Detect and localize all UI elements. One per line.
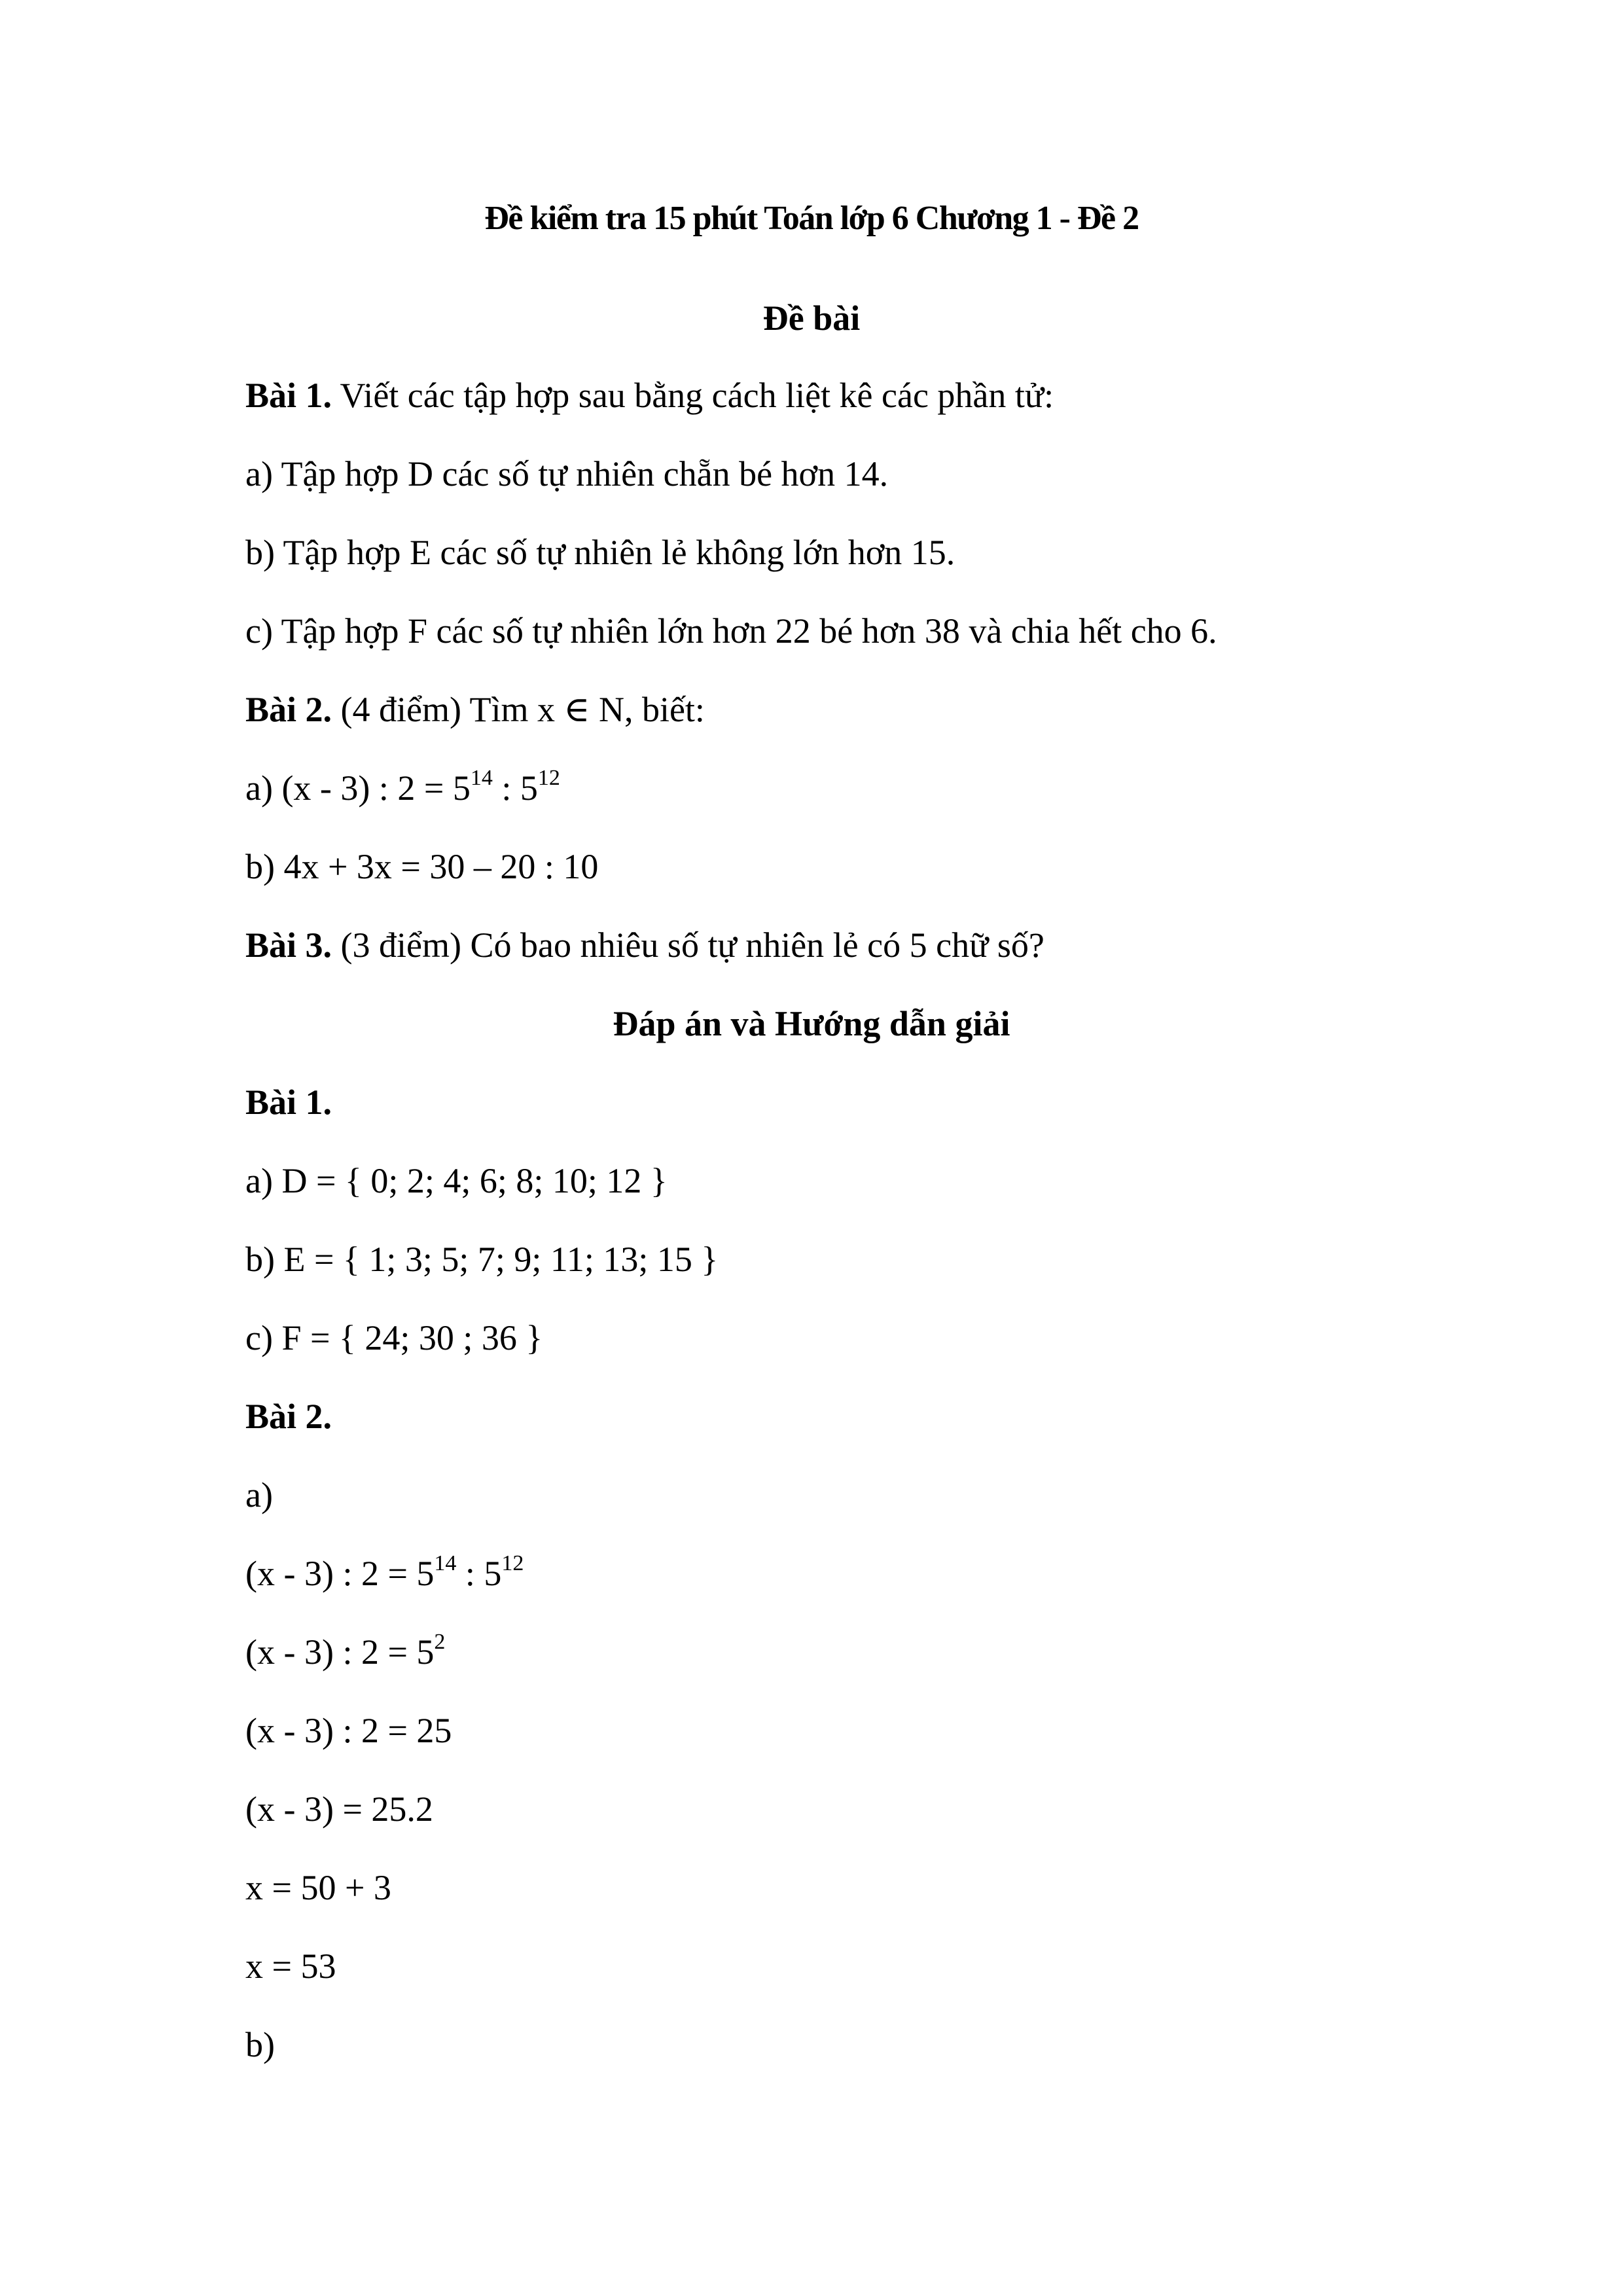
question-3	[245, 924, 1044, 966]
question-3-text: (3 điểm) Có bao nhiêu số tự nhiên lẻ có 5 chữ số?	[332, 925, 1044, 965]
question-2-label: Bài 2.	[245, 690, 332, 729]
answer-2a-step-5: x = 50 + 3	[245, 1868, 391, 1907]
exponent: 12	[537, 766, 560, 790]
answer-1a: a) D = { 0; 2; 4; 6; 8; 10; 12 }	[245, 1161, 668, 1200]
answer-2b-label: b)	[245, 2025, 275, 2064]
answer-2a-step-1	[245, 1552, 524, 1594]
answer-2a-step-3: (x - 3) : 2 = 25	[245, 1711, 452, 1750]
answer-2a-step-2	[245, 1631, 445, 1673]
question-1c: c) Tập hợp F các số tự nhiên lớn hơn 22 bé hơn 38 và chia hết cho 6.	[245, 611, 1217, 651]
expression-text: (x - 3) : 2 = 5	[245, 1632, 435, 1672]
question-1b: b) Tập hợp E các số tự nhiên lẻ không lớn hơn 15.	[245, 533, 955, 572]
exponent: 14	[470, 766, 493, 790]
expression-text: : 5	[456, 1554, 502, 1593]
answer-2a-label: a)	[245, 1475, 273, 1515]
answer-1b: b) E = { 1; 3; 5; 7; 9; 11; 13; 15 }	[245, 1240, 719, 1279]
answer-2-label: Bài 2.	[245, 1397, 332, 1436]
answer-1c: c) F = { 24; 30 ; 36 }	[245, 1318, 543, 1357]
expression-text: (x - 3) : 2 = 5	[245, 1554, 435, 1593]
question-2b: b) 4x + 3x = 30 – 20 : 10	[245, 847, 599, 886]
exponent: 2	[434, 1630, 446, 1654]
question-2a	[245, 767, 560, 809]
question-1-text: Viết các tập hợp sau bằng cách liệt kê các phần tử:	[332, 376, 1054, 415]
exponent: 14	[434, 1551, 457, 1575]
answers-heading: Đáp án và Hướng dẫn giải	[613, 1004, 1010, 1043]
question-3-label: Bài 3.	[245, 925, 332, 965]
question-2	[245, 689, 705, 730]
exponent: 12	[501, 1551, 524, 1575]
answer-1-label: Bài 1.	[245, 1083, 332, 1122]
question-1-label: Bài 1.	[245, 376, 332, 415]
questions-heading: Đề bài	[762, 298, 861, 338]
expression-text: a) (x - 3) : 2 = 5	[245, 768, 471, 808]
question-1a: a) Tập hợp D các số tự nhiên chẵn bé hơn 14.	[245, 454, 889, 493]
question-1	[245, 374, 1054, 416]
expression-text: : 5	[492, 768, 538, 808]
answer-2a-step-6: x = 53	[245, 1946, 336, 1986]
question-2-text: (4 điểm) Tìm x ∈ N, biết:	[332, 690, 705, 729]
answer-2a-step-4: (x - 3) = 25.2	[245, 1789, 433, 1829]
document-title: Đề kiểm tra 15 phút Toán lớp 6 Chương 1 - Đề 2	[484, 200, 1139, 237]
